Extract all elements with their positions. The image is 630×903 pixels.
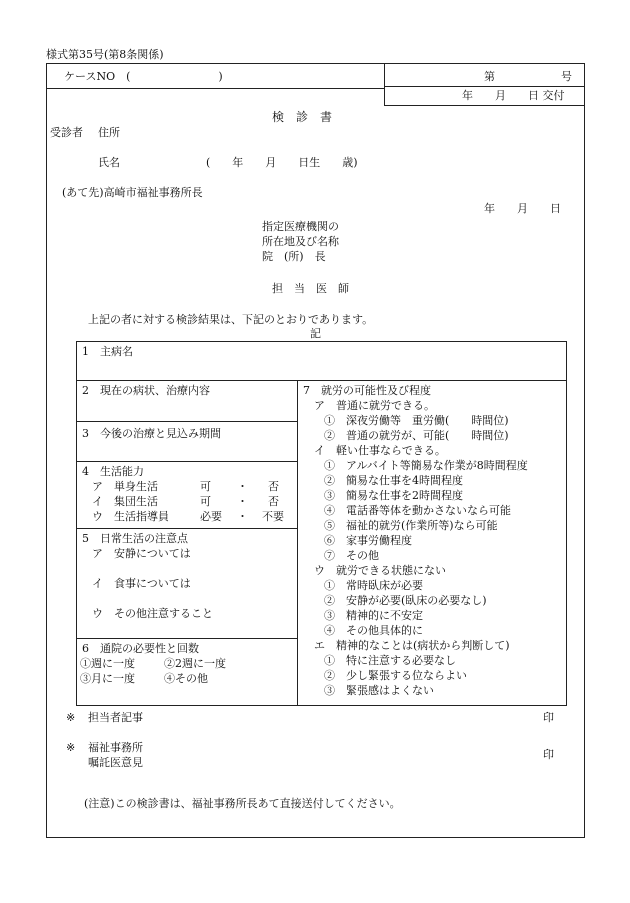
s7-b3: ③ 簡易な仕事を2時間程度 [324, 489, 463, 502]
divider-5-6 [76, 638, 298, 639]
s7-d1: ① 特に注意する必要なし [324, 654, 456, 667]
s4-row1-dot: ・ [237, 480, 248, 493]
s7-c4: ④ その他具体的に [324, 624, 423, 637]
s4-row2-a: 可 [200, 495, 211, 508]
s7-b2: ② 簡易な仕事を4時間程度 [324, 474, 463, 487]
s4-row2-dot: ・ [237, 495, 248, 508]
doctor-label: 担 当 医 師 [272, 282, 349, 295]
seal-2: 印 [543, 748, 554, 761]
s7-c2: ② 安静が必要(臥床の必要なし) [324, 594, 487, 607]
seal-1: 印 [543, 711, 554, 724]
s7-a2: ② 普通の就労が、可能( 時間位) [324, 429, 509, 442]
birth-field: ( 年 月 日生 歳) [206, 156, 358, 169]
s4-row2-label: イ 集団生活 [92, 495, 158, 508]
s5-item-c: ウ その他注意すること [92, 607, 213, 620]
s4-row3-a: 必要 [200, 510, 222, 523]
form-id: 様式第35号(第8条関係) [46, 48, 164, 61]
s7-a: ア 普通に就労できる。 [314, 399, 435, 412]
case-no: ケースNO ( ) [64, 70, 223, 83]
office-label-2: 嘱託医意見 [88, 756, 143, 769]
issue-date: 年 月 日 交付 [462, 89, 565, 102]
header-divider [46, 88, 384, 89]
section-1-box [76, 341, 567, 381]
s7-d2: ② 少し緊張する位ならよい [324, 669, 467, 682]
s7-d3: ③ 緊張感はよくない [324, 684, 434, 697]
address-label: 住所 [98, 126, 120, 139]
issue-date-2: 年 月 日 [484, 202, 561, 215]
section-1-title: 1 主病名 [82, 345, 133, 358]
caution-note: (注意)この検診書は、福祉事務所長あて直接送付してください。 [84, 797, 401, 810]
s7-a1: ① 深夜労働等 重労働( 時間位) [324, 414, 509, 427]
s7-d: エ 精神的なことは(病状から判断して) [314, 639, 510, 652]
statement: 上記の者に対する検診結果は、下記のとおりであります。 [88, 313, 374, 326]
number-label: 第 号 [484, 70, 572, 83]
name-label: 氏名 [98, 156, 120, 169]
s4-row2-b: 否 [268, 495, 279, 508]
header-vertical [384, 63, 385, 105]
addressee: (あて先)高崎市福祉事務所長 [62, 186, 203, 199]
s6-line1a: ①週に一度 [80, 657, 135, 670]
s7-b1: ① アルバイト等簡易な作業が8時間程度 [324, 459, 528, 472]
s4-row1-label: ア 単身生活 [92, 480, 158, 493]
page-title: 検 診 書 [272, 110, 333, 124]
ki-label: 記 [310, 327, 321, 340]
note-mark-2: ※ [66, 741, 76, 754]
s5-item-a: ア 安静については [92, 547, 191, 560]
s7-b7: ⑦ その他 [324, 549, 379, 562]
divider-2-3 [76, 421, 298, 422]
section-6-title: 6 通院の必要性と回数 [82, 642, 199, 655]
s7-b5: ⑤ 福祉的就労(作業所等)なら可能 [324, 519, 498, 532]
s6-line2a: ③月に一度 [80, 672, 135, 685]
s7-b6: ⑥ 家事労働程度 [324, 534, 412, 547]
patient-label: 受診者 [50, 126, 83, 139]
s4-row1-b: 否 [268, 480, 279, 493]
divider-4-5 [76, 528, 298, 529]
s7-b4: ④ 電話番等体を動かさないなら可能 [324, 504, 511, 517]
s4-row1-a: 可 [200, 480, 211, 493]
section-7-title: 7 就労の可能性及び程度 [303, 384, 431, 397]
s5-item-b: イ 食事については [92, 577, 191, 590]
header-right-bottom [384, 105, 585, 106]
office-label-1: 福祉事務所 [88, 741, 143, 754]
s6-line1b: ②2週に一度 [164, 657, 226, 670]
director-label: 院 (所) 長 [262, 250, 326, 263]
header-right-mid [384, 86, 585, 87]
s4-row3-dot: ・ [237, 510, 248, 523]
s4-row3-label: ウ 生活指導員 [92, 510, 169, 523]
s7-b: イ 軽い仕事ならできる。 [314, 444, 446, 457]
s7-c1: ① 常時臥床が必要 [324, 579, 423, 592]
section-2-title: 2 現在の病状、治療内容 [82, 384, 210, 397]
section-3-title: 3 今後の治療と見込み期間 [82, 427, 221, 440]
s4-row3-b: 不要 [262, 510, 284, 523]
s7-c: ウ 就労できる状態にない [314, 564, 446, 577]
note-mark-1: ※ [66, 711, 76, 724]
section-4-title: 4 生活能力 [82, 465, 144, 478]
divider-3-4 [76, 461, 298, 462]
s7-c3: ③ 精神的に不安定 [324, 609, 423, 622]
institution-line1: 指定医療機関の [262, 220, 339, 233]
s6-line2b: ④その他 [164, 672, 208, 685]
institution-line2: 所在地及び名称 [262, 235, 339, 248]
staff-note-label: 担当者記事 [88, 711, 143, 724]
section-5-title: 5 日常生活の注意点 [82, 532, 188, 545]
